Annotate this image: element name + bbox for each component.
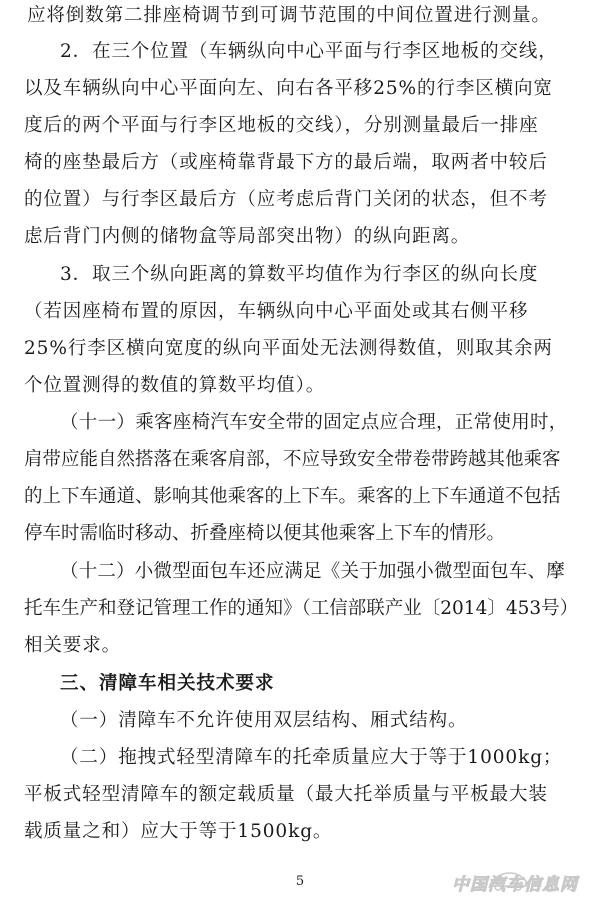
text-line: 平板式轻型清障车的额定载质量（最大托举质量与平板最大装 <box>24 784 548 805</box>
text-line: 度后的两个平面与行李区地板的交线），分别测量最后一排座 <box>24 115 539 136</box>
text-line: （一）清障车不允许使用双层结构、厢式结构。 <box>60 710 468 731</box>
text-line: 应将倒数第二排座椅调节到可调节范围的中间位置进行测量。 <box>27 5 551 26</box>
watermark <box>452 867 578 895</box>
text-line: 肩带应能自然搭落在乘客肩部，不应导致安全带卷带跨越其他乘客 <box>24 449 561 470</box>
text-line: 托车生产和登记管理工作的通知》（工信部联产业〔2014〕453号） <box>24 598 579 619</box>
section-heading: 三、清障车相关技术要求 <box>60 673 275 694</box>
text-line: （若因座椅布置的原因，车辆纵向中心平面处或其右侧平移 <box>24 301 529 322</box>
text-line: 3．取三个纵向距离的算数平均值作为行李区的纵向长度 <box>60 264 539 285</box>
text-line: 的位置）与行李区最后方（应考虑后背门关闭的状态，但不考 <box>24 189 548 210</box>
text-line: （十二）小微型面包车还应满足《关于加强小微型面包车、摩 <box>60 561 565 582</box>
text-line: （二）拖拽式轻型清障车的托牵质量应大于等于1000kg； <box>60 747 563 768</box>
text-line: （十一）乘客座椅汽车安全带的固定点应合理，正常使用时， <box>60 412 568 433</box>
text-line: 的上下车通道、影响其他乘客的上下车。乘客的上下车通道不包括 <box>24 486 561 507</box>
page-number: 5 <box>295 874 305 889</box>
text-line: 椅的座垫最后方（或座椅靠背最下方的最后端，取两者中较后 <box>24 152 548 173</box>
text-line: 25%行李区横向宽度的纵向平面处无法测得数值，则取其余两 <box>24 338 553 359</box>
text-line: 以及车辆纵向中心平面向左、向右各平移25%的行李区横向宽 <box>24 78 553 99</box>
text-line: 相关要求。 <box>24 635 122 656</box>
watermark-text: 中国汽车信息网 <box>452 875 578 895</box>
text-line: 个位置测得的数值的算数平均值）。 <box>24 375 326 396</box>
text-line: 虑后背门内侧的储物盒等局部突出物）的纵向距离。 <box>24 226 471 247</box>
text-line: 停车时需临时移动、折叠座椅以便其他乘客上下车的情形。 <box>24 523 506 544</box>
text-line: 2．在三个位置（车辆纵向中心平面与行李区地板的交线， <box>60 41 558 62</box>
text-line: 载质量之和）应大于等于1500kg。 <box>24 821 333 842</box>
